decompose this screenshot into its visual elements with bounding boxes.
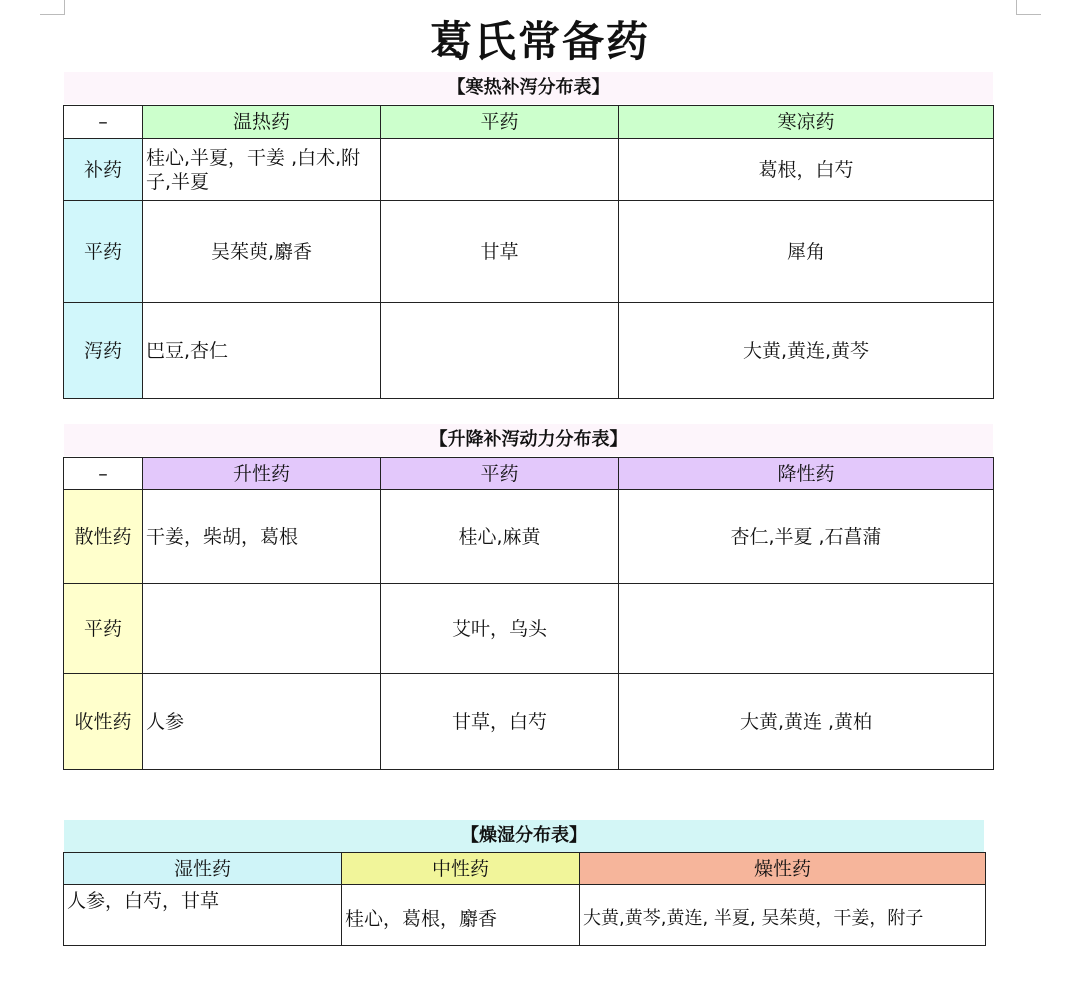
table2-cell: 大黄,黄连 ,黄柏 xyxy=(619,674,994,770)
table3-header-wet: 湿性药 xyxy=(64,853,342,885)
table2-cell xyxy=(143,584,381,674)
table3-cell-wet: 人参，白芍，甘草 xyxy=(64,885,342,946)
ascend-descend-table xyxy=(63,457,994,770)
table2-header-neutral: 平药 xyxy=(381,458,619,490)
table1-corner-cell: – xyxy=(64,106,143,139)
table1-cell xyxy=(381,303,619,399)
table2-cell: 杏仁,半夏 ,石菖蒲 xyxy=(619,490,994,584)
table3-caption: 【燥湿分布表】 xyxy=(64,820,984,852)
table1-caption: 【寒热补泻分布表】 xyxy=(64,72,993,104)
table2-row-label-astringe: 收性药 xyxy=(64,674,143,770)
table2-cell: 桂心,麻黄 xyxy=(381,490,619,584)
page-corner-mark-right xyxy=(1016,0,1041,15)
table2-cell: 干姜，柴胡，葛根 xyxy=(143,490,381,584)
table2-row-label-disperse: 散性药 xyxy=(64,490,143,584)
page-corner-mark-left xyxy=(40,0,65,15)
cold-heat-table xyxy=(63,105,994,399)
table2-caption: 【升降补泻动力分布表】 xyxy=(64,424,993,456)
table3-header-neutral: 中性药 xyxy=(342,853,580,885)
table1-cell: 巴豆,杏仁 xyxy=(143,303,381,399)
table2-row-label-neutral: 平药 xyxy=(64,584,143,674)
table3-cell-dry: 大黄,黄芩,黄连, 半夏, 吴茱萸，干姜，附子 xyxy=(580,885,986,946)
table1-cell: 甘草 xyxy=(381,201,619,303)
dry-wet-table xyxy=(63,852,986,946)
table1-cell: 大黄,黄连,黄芩 xyxy=(619,303,994,399)
table1-cell xyxy=(381,139,619,201)
table2-header-descend: 降性药 xyxy=(619,458,994,490)
table1-header-cold: 寒凉药 xyxy=(619,106,994,139)
table2-corner-cell: – xyxy=(64,458,143,490)
table1-cell: 桂心,半夏，干姜 ,白术,附子,半夏 xyxy=(143,139,381,201)
table1-row-label-neutral: 平药 xyxy=(64,201,143,303)
table1-row-label-tonify: 补药 xyxy=(64,139,143,201)
table1-header-neutral: 平药 xyxy=(381,106,619,139)
table1-cell: 犀角 xyxy=(619,201,994,303)
table2-cell: 甘草，白芍 xyxy=(381,674,619,770)
table1-row-label-purge: 泻药 xyxy=(64,303,143,399)
page-title: 葛氏常备药 xyxy=(429,17,650,66)
table3-cell-neutral: 桂心，葛根，麝香 xyxy=(342,885,580,946)
table1-header-warm: 温热药 xyxy=(143,106,381,139)
table3-header-dry: 燥性药 xyxy=(580,853,986,885)
table2-cell xyxy=(619,584,994,674)
table2-cell: 人参 xyxy=(143,674,381,770)
table2-cell: 艾叶，乌头 xyxy=(381,584,619,674)
table2-header-ascend: 升性药 xyxy=(143,458,381,490)
table1-cell: 吴茱萸,麝香 xyxy=(143,201,381,303)
table1-cell: 葛根，白芍 xyxy=(619,139,994,201)
